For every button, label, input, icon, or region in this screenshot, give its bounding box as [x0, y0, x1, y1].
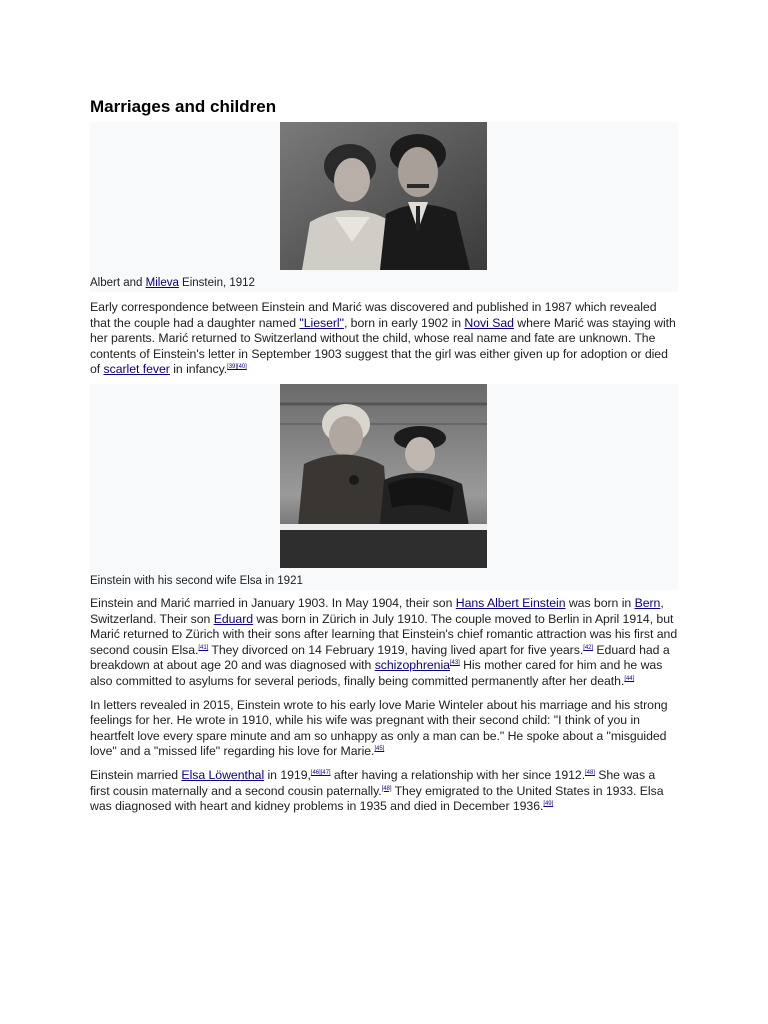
paragraph-marriage — [90, 596, 678, 690]
caption-text: Einstein, 1912 — [178, 277, 255, 289]
photo-albert-and-mileva — [280, 122, 487, 270]
section-heading: Marriages and children — [90, 97, 277, 116]
paragraph-elsa — [90, 768, 678, 815]
caption-text: Albert and — [90, 277, 146, 289]
link-schizophrenia[interactable]: schizophrenia — [374, 658, 450, 673]
text: She was a first cousin maternally and a second cousin paternally. — [90, 767, 656, 798]
text: Einstein and Marić married in January 1903. In May 1904, their son — [90, 595, 456, 610]
link-hans-albert-einstein[interactable]: Hans Albert Einstein — [455, 595, 566, 610]
text: They divorced on 14 February 1919, having lived apart for five years. — [208, 642, 584, 657]
text: after having a relationship with her since 1912. — [330, 767, 586, 782]
text: Early correspondence between Einstein and Marić was discovered and published in 1987 which revealed that the couple had a daughter named — [90, 300, 657, 330]
link-mileva[interactable]: Mileva — [145, 277, 179, 289]
ref-43[interactable]: [43] — [449, 660, 460, 667]
ref-46-47[interactable]: [46][47] — [310, 769, 331, 776]
ref-48-b[interactable]: [48] — [381, 785, 392, 792]
ref-49[interactable]: [49] — [543, 801, 554, 808]
photo-einstein-and-elsa — [280, 384, 487, 568]
paragraph-lieserl — [90, 300, 678, 378]
link-scarlet-fever[interactable]: scarlet fever — [103, 362, 170, 377]
text: In letters revealed in 2015, Einstein wrote to his early love Marie Winteler about his marriage and his strong feelings for her. He wrote in 1910, while his wife was pregnant with their second child: "I think of you in heartfelt love every spare minute and am so unhappy as only a man can be." He spoke about a "misguided love" and a "missed life" regarding his love for Marie. — [90, 697, 668, 759]
ref-45[interactable]: [45] — [374, 746, 385, 753]
figure-einstein-mileva — [90, 122, 678, 292]
figure-caption: Einstein with his second wife Elsa in 1921 — [90, 574, 303, 587]
text: was born in — [565, 595, 635, 610]
link-novi-sad[interactable]: Novi Sad — [464, 315, 514, 330]
text: , born in early 1902 in — [343, 315, 465, 330]
text: They emigrated to the United States in 1933. Elsa was diagnosed with heart and kidney problems in 1935 and died in December 1936. — [90, 783, 664, 814]
figure-caption — [90, 276, 255, 290]
text: , Switzerland. Their son — [90, 595, 664, 626]
figure-einstein-elsa — [90, 384, 678, 590]
text: in infancy. — [169, 362, 228, 377]
paragraph-letters — [90, 698, 678, 760]
ref-39-40[interactable]: [39][40] — [227, 364, 247, 371]
text: Einstein married — [90, 767, 182, 782]
article-section — [90, 96, 678, 821]
link-eduard[interactable]: Eduard — [213, 611, 254, 626]
ref-42[interactable]: [42] — [583, 644, 594, 651]
ref-48[interactable]: [48] — [585, 769, 595, 776]
text: His mother cared for him and he was also committed to asylums for several periods, finally being committed permanently after her death. — [90, 658, 663, 688]
ref-44[interactable]: [44] — [624, 675, 635, 682]
text: in 1919, — [264, 767, 311, 782]
ref-41[interactable]: [41] — [198, 644, 209, 651]
link-lieserl[interactable]: "Lieserl" — [299, 315, 344, 330]
link-bern[interactable]: Bern — [634, 595, 661, 610]
link-elsa-lowenthal[interactable]: Elsa Löwenthal — [181, 767, 265, 782]
text: was born in Zürich in July 1910. The couple moved to Berlin in April 1914, but Marić returned to Zürich with their sons after learning that Einstein's chief romantic attraction was his first and second cousin Elsa. — [90, 611, 678, 657]
text: where Marić was staying with her parents. Marić returned to Switzerland without the child, whose real name and fate are unknown. The contents of Einstein's letter in September 1903 suggest that the girl was either given up for adoption or died of — [90, 315, 676, 377]
text: Eduard had a breakdown at about age 20 and was diagnosed with — [90, 642, 670, 673]
